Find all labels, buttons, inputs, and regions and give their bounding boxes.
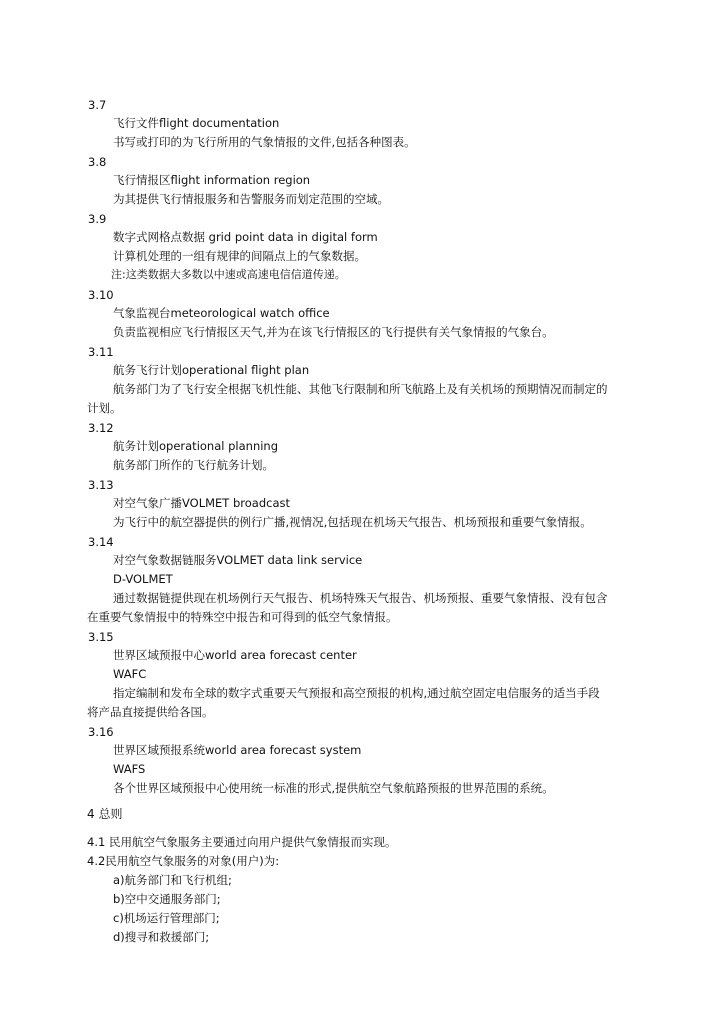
text-line: a)航务部门和飞行机组; bbox=[113, 873, 232, 887]
text-line: 3.9 bbox=[88, 212, 107, 226]
text-line: 3.13 bbox=[88, 478, 114, 492]
text-line: 3.16 bbox=[88, 725, 114, 739]
text-line: 航务计划operational planning bbox=[113, 439, 279, 453]
text-line: 3.14 bbox=[88, 535, 114, 549]
text-line: d)搜寻和救援部门; bbox=[113, 930, 210, 944]
text-line: 气象监视台meteorological watch office bbox=[113, 306, 330, 320]
text-line: WAFS bbox=[113, 762, 146, 776]
text-line: 飞行情报区flight information region bbox=[113, 173, 311, 187]
text-line: 各个世界区域预报中心使用统一标准的形式,提供航空气象航路预报的世界范围的系统。 bbox=[113, 781, 554, 795]
text-line: 3.12 bbox=[88, 421, 114, 435]
text-line: 3.10 bbox=[88, 288, 114, 302]
text-line: 对空气象数据链服务VOLMET data link service bbox=[113, 553, 363, 567]
text-line: 注:这类数据大多数以中速或高速电信信道传递。 bbox=[111, 268, 346, 281]
text-line: 书写或打印的为飞行所用的气象情报的文件,包括各种图表。 bbox=[113, 135, 416, 149]
text-line: 航务部门所作的飞行航务计划。 bbox=[113, 458, 274, 472]
text-line: WAFC bbox=[113, 667, 147, 681]
text-line: 4 总则 bbox=[87, 807, 123, 821]
text-line: 为飞行中的航空器提供的例行广播,视情况,包括现在机场天气报告、机场预报和重要气象情报。 bbox=[113, 515, 592, 529]
text-line: 将产品直接提供给各国。 bbox=[87, 705, 214, 719]
text-line: 3.15 bbox=[88, 630, 114, 644]
text-line: 负责监视相应飞行情报区天气,并为在该飞行情报区的飞行提供有关气象情报的气象台。 bbox=[113, 325, 554, 339]
text-line: 计算机处理的一组有规律的间隔点上的气象数据。 bbox=[113, 249, 366, 263]
text-line: 世界区域预报系统world area forecast system bbox=[113, 743, 362, 757]
text-line: 通过数据链提供现在机场例行天气报告、机场特殊天气报告、机场预报、重要气象情报、没有包含 bbox=[113, 591, 608, 605]
text-line: c)机场运行管理部门; bbox=[113, 911, 220, 925]
text-line: 指定编制和发布全球的数字式重要天气预报和高空预报的机构,通过航空固定电信服务的适当手段 bbox=[113, 686, 600, 700]
text-line: 世界区域预报中心world area forecast center bbox=[113, 648, 357, 662]
text-line: 航务部门为了飞行安全根据飞机性能、其他飞行限制和所飞航路上及有关机场的预期情况而制定的 bbox=[113, 382, 608, 396]
text-line: 飞行文件flight documentation bbox=[113, 116, 280, 130]
text-line: 在重要气象情报中的特殊空中报告和可得到的低空气象情报。 bbox=[87, 610, 398, 624]
text-line: 对空气象广播VOLMET broadcast bbox=[113, 496, 291, 510]
text-line: 航务飞行计划operational flight plan bbox=[113, 363, 310, 377]
text-line: 计划。 bbox=[87, 401, 122, 415]
text-line: 3.11 bbox=[88, 345, 114, 359]
text-line: 3.8 bbox=[88, 155, 107, 169]
text-line: 3.7 bbox=[88, 98, 107, 112]
text-line: D-VOLMET bbox=[113, 572, 173, 586]
text-line: 数字式网格点数据 grid point data in digital form bbox=[113, 230, 378, 244]
text-line: 为其提供飞行情报服务和告警服务而划定范围的空域。 bbox=[113, 192, 389, 206]
text-line: 4.1 民用航空气象服务主要通过向用户提供气象情报而实现。 bbox=[87, 835, 397, 849]
text-line: b)空中交通服务部门; bbox=[113, 892, 221, 906]
text-line: 4.2民用航空气象服务的对象(用户)为: bbox=[87, 854, 280, 868]
